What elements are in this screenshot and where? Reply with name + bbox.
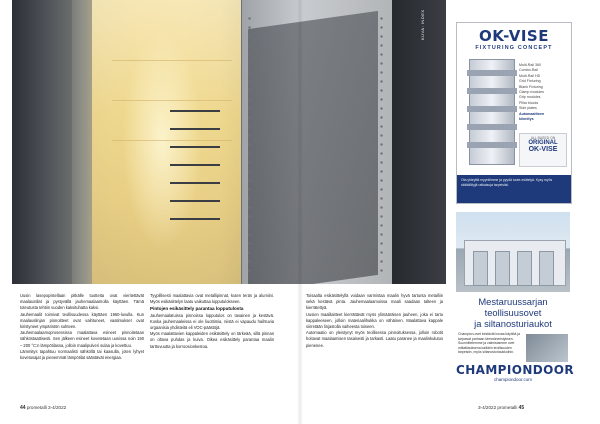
spread-gutter	[297, 0, 303, 424]
photo-rivets	[248, 14, 251, 274]
photo-hanging-hooks	[170, 110, 230, 260]
okvise-footer-text: Ota yhteyttä myyntiimme ja pyydä tuote-esittelyä. Kysy myös räätälöityjä ratkaisuja tarpeisiisi.	[457, 175, 571, 203]
okvise-list-item: Clamp modules	[519, 90, 544, 95]
photo-door-shadow	[248, 11, 378, 284]
magazine-name: prometalli	[497, 405, 518, 410]
article-paragraph: Tyypillisesti maalattavia ovat metallipinnat, kuten teräs ja alumiini. Myös esikäsittelyn laatu vaikuttaa lopputulokseen.	[150, 293, 274, 305]
badge-line: ORIGINAL	[528, 140, 558, 146]
championdoor-headline	[456, 296, 570, 329]
badge-line: ALL BASED ON	[530, 136, 556, 140]
page-number: 45	[518, 405, 525, 411]
championdoor-link[interactable]: championdoor.com	[493, 377, 533, 382]
article-paragraph: Jauhemaalit toimivat teollisuudessa käyttäen 1960-luvulla. Kun maalauslinjan pinnoitteet ovat vaihtuneet, vaatimukset ovat kiristyneet ympäristön suhteen.	[20, 311, 144, 330]
photo-rail	[112, 100, 232, 101]
issue-number: 3-4/2022	[48, 405, 67, 410]
page-number: 44	[20, 405, 26, 411]
headline-line: ja siltanosturiaukot	[474, 318, 552, 329]
article-column-3	[306, 293, 443, 349]
okvise-advertisement[interactable]	[456, 22, 572, 204]
okvise-subtitle: FIXTURING CONCEPT	[475, 45, 553, 51]
page-folio-left	[20, 405, 66, 411]
issue-number: 3-4/2022	[478, 405, 497, 410]
championdoor-advertisement[interactable]	[456, 212, 574, 382]
okvise-list-item: Multi-Rail 360	[519, 63, 541, 67]
okvise-list-item: kiinnitys	[519, 117, 534, 122]
page-folio-right	[478, 405, 524, 411]
industrial-building-photo	[456, 212, 570, 292]
headline-line: Mestaruussarjan	[478, 296, 548, 307]
okvise-list-item: Automaattinen	[519, 111, 545, 116]
magazine-name: prometalli	[26, 405, 47, 410]
photo-rivets	[380, 14, 383, 274]
powder-coating-booth-photo	[12, 0, 446, 284]
photo-credit: KUVA: INDEX	[420, 9, 425, 40]
okvise-product-list	[519, 63, 567, 122]
championdoor-logo: CHAMPIONDOOR	[456, 363, 574, 377]
okvise-list-item: Pillar blocks	[519, 100, 539, 105]
badge-line: OK-VISE	[528, 146, 558, 153]
article-paragraph: Myös maalattavien kappaleiden esikäsittely on tärkeää, sillä pinnan on oltava puhdas ja kuiva. Oikea esikäsittely parantaa maalin tarttuvuutta ja korroosionkestoa.	[150, 331, 274, 349]
article-subheading: Pintojen esikäsittely parantaa lopputulosta	[150, 306, 244, 312]
original-okvise-badge	[519, 133, 567, 167]
article-paragraph: Lämmitys tapahtuu normaalisti sähköllä tai kaasulla, joten lyhyet kovetusajat ja pienemmät lämpötilat säästävät energiaa.	[20, 348, 144, 361]
headline-line: teollisuusovet	[484, 307, 542, 318]
article-paragraph: Uusien maalilaitteet kierrättävät myös ylimääräisen jauheen, joka ei tartu kappaleeseen, jolloin materiaalihukka on vähäinen. Maalattava kappale siirretään linjastolla vaiheesta toiseen.	[306, 311, 443, 330]
photo-rail	[112, 60, 232, 61]
article-column-2	[150, 293, 274, 350]
article-column-1	[20, 293, 144, 361]
article-paragraph: Uusin lasepopistellaan pitkälle tuotteita ovat vieritettävät maalaustilat ja pystyvällä jauhemaalaamolla käyttäen. Tämä toteutusta tehtiin vuoden kaksituhatta kaksi.	[20, 293, 144, 311]
championdoor-body-text: Champion-ovet kestävät kovaa käyttöä ja tarjoavat parhaan lämmöneristyksen. Suunnittelemme ja valmistamme ovet mittatilauksena kaikkiin teollisuuden tarpeisiin, myös siltanosturiaukkoihin.	[458, 332, 521, 355]
fixture-tower-image	[469, 59, 515, 165]
article-paragraph: Toisaalta esikäsittelyllä voidaan varmistaa maalin hyvä tartunta metalliin sekä kestävä pinta. Jauhemaalaamoissa maali saadaan talteen ja kierrätettyä.	[306, 293, 443, 311]
article-paragraph: Jauhemaalaamoprosessissa maalattava esineet pinnoitetaan sähköstaattisesti. Sen jälkeen esineet kovetetaan uunissa noin 150 – 200 °C:n lämpötilassa, jolloin maalipulveri sulaa ja kovettuu.	[20, 330, 144, 348]
okvise-list-item: Side plates	[519, 106, 537, 111]
door-detail-image	[526, 334, 568, 362]
article-paragraph: Jauhemaalatuissa pinnoissa lopputulos on tasainen ja kestävä. Koska jauhemaaleissa ei ole liuottimia, niistä ei vapaudu haihtuvia orgaanisia yhdisteitä eli VOC-päästöjä.	[150, 312, 274, 331]
building-facade	[464, 240, 566, 286]
okvise-list-item: Grid Fixturing	[519, 79, 541, 84]
okvise-logo: OK-VISE	[479, 27, 549, 45]
photo-dark-right	[392, 0, 446, 284]
article-paragraph: Automaatio on yleistynyt myös teollisessa pinnoituksessa, jolloin robotit hoitavat maalaamisen tasaisesti ja tarkasti. Laatu paranee ja maalinkulutus pienenee.	[306, 330, 443, 348]
okvise-list-item: Multi-Rail HD	[519, 73, 541, 78]
okvise-list-item: Combo-Rail	[519, 68, 538, 73]
photo-left-panel	[12, 0, 72, 284]
okvise-list-item: Grip modules	[519, 95, 541, 100]
okvise-list-item: Blank Fixturing	[519, 84, 543, 89]
